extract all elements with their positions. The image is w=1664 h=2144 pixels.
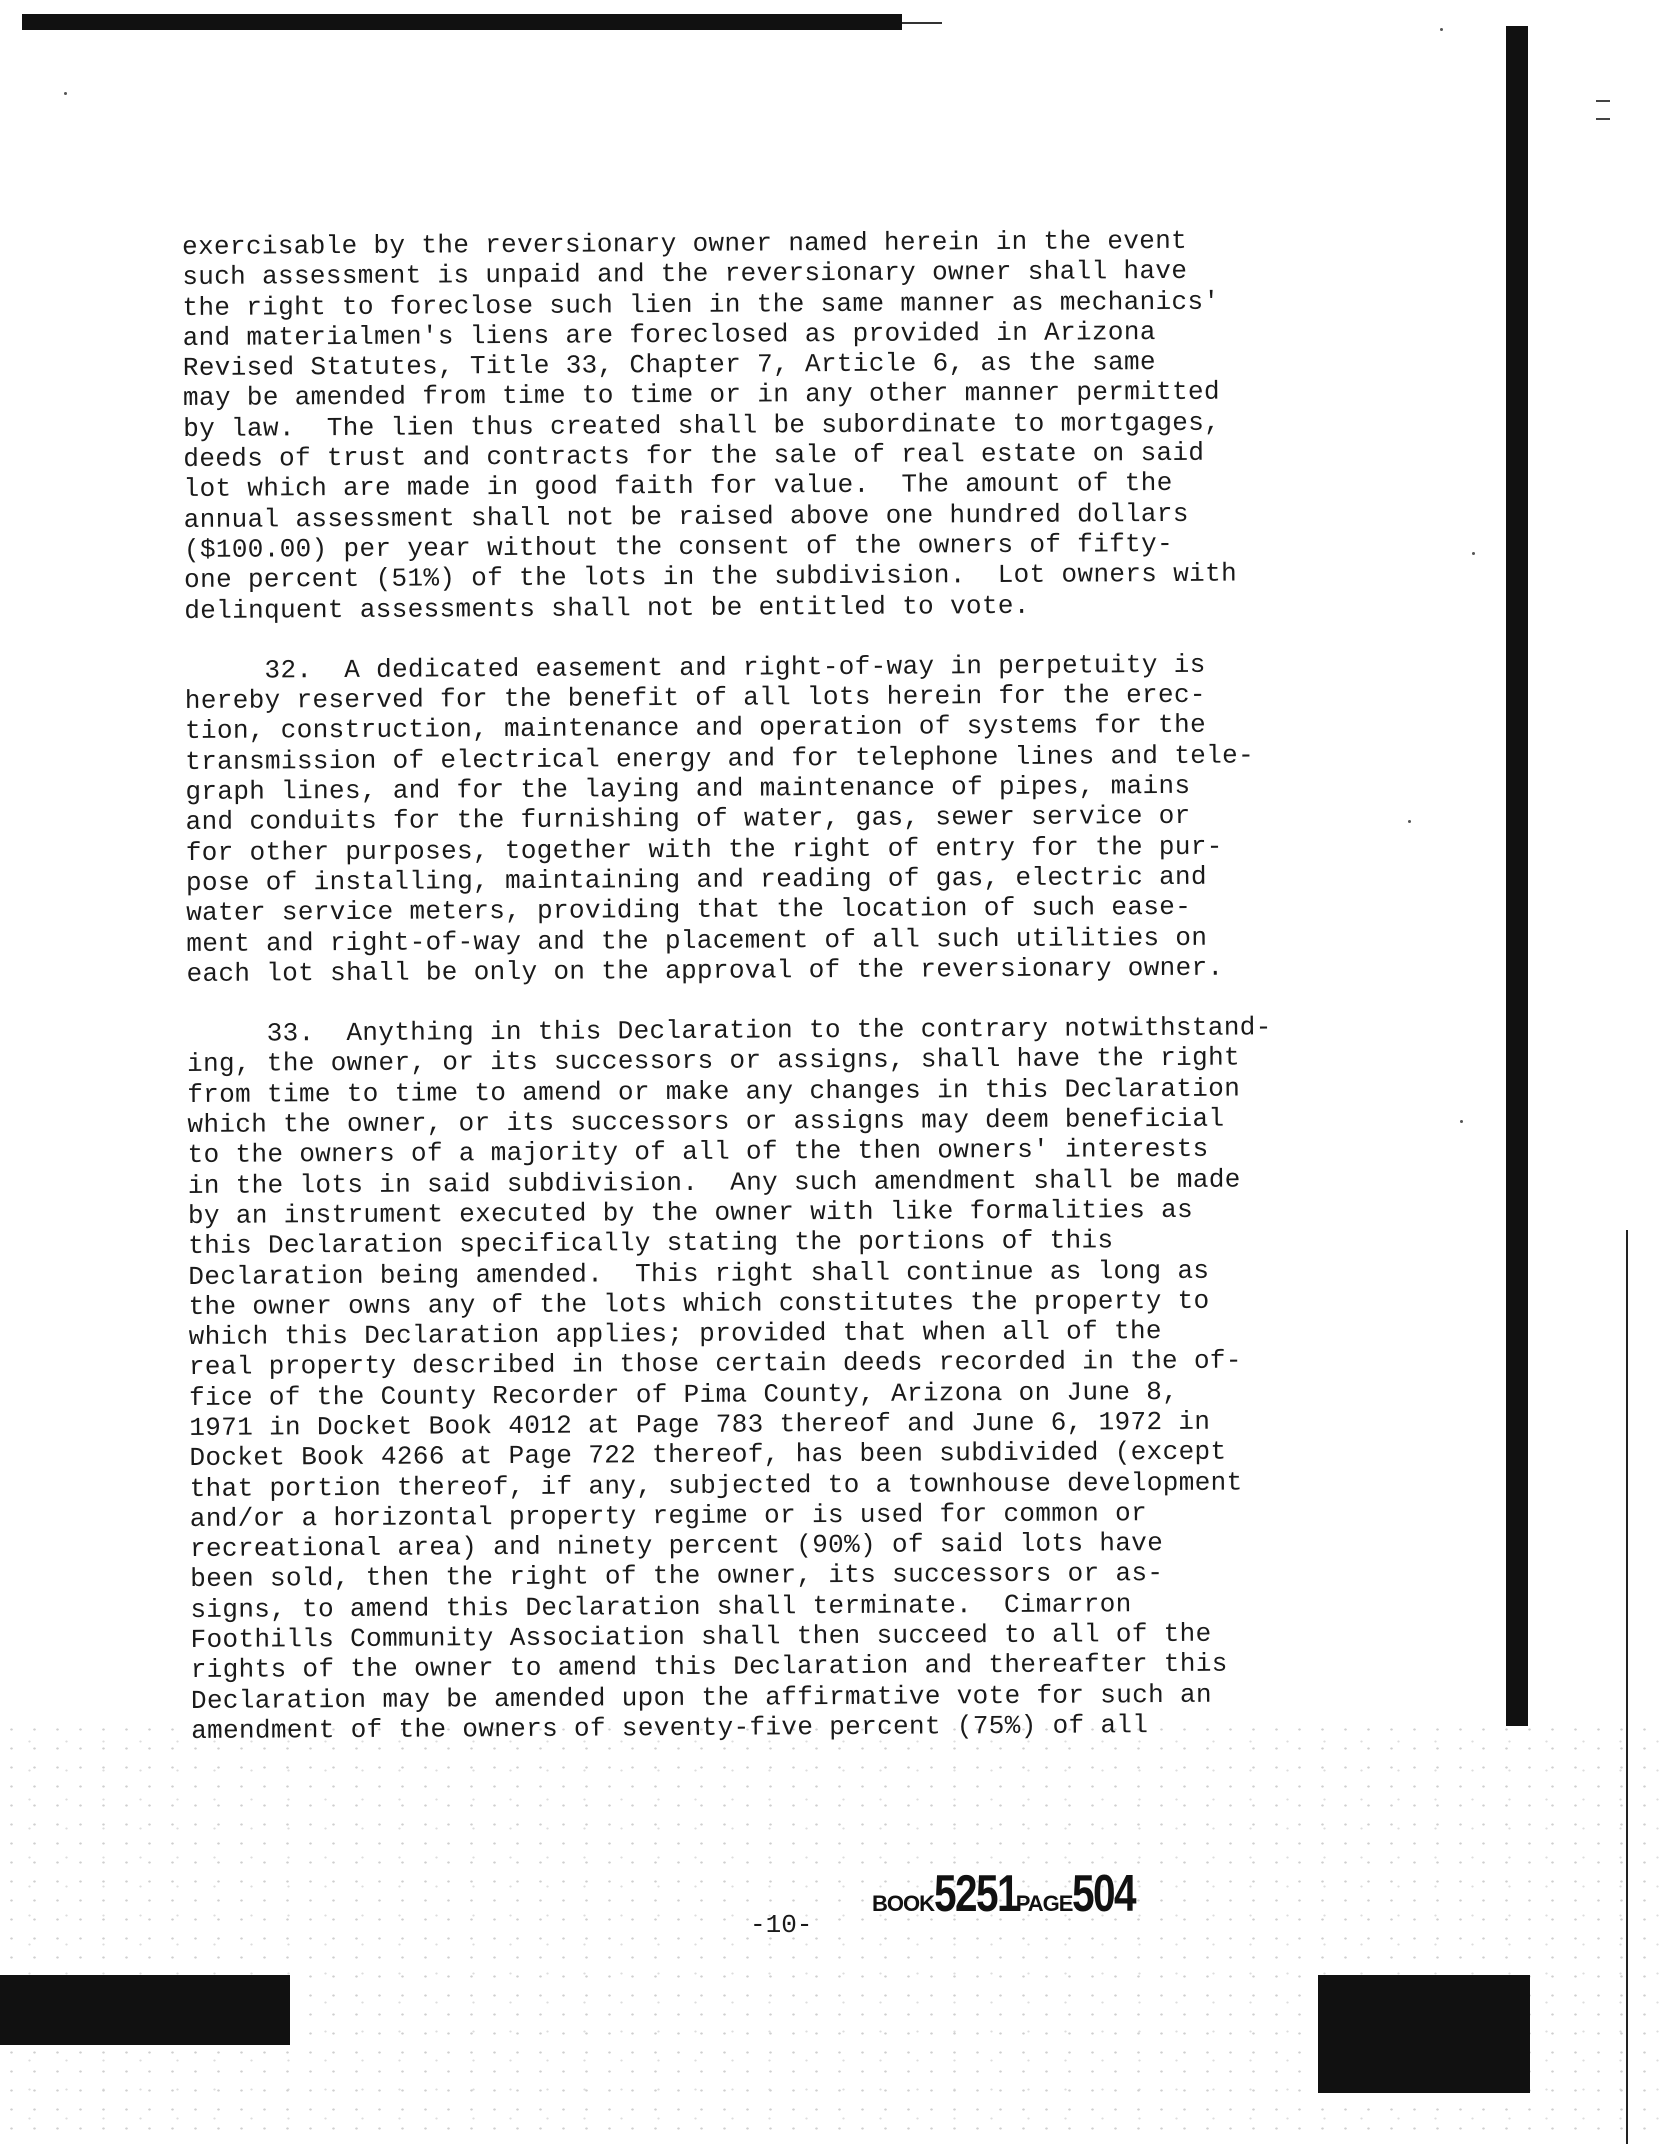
- text-line: signs, to amend this Declaration shall terminate. Cimarron: [190, 1588, 1132, 1625]
- text-line: and/or a horizontal property regime or is used for common or: [189, 1498, 1148, 1534]
- text-line: 32. A dedicated easement and right-of-way in perpetuity is: [184, 649, 1206, 686]
- paragraph-32: [185, 649, 1387, 990]
- document-body: [182, 225, 1391, 1747]
- text-line: Declaration being amended. This right shall continue as long as: [188, 1255, 1210, 1292]
- top-scan-rule-tail: [902, 22, 942, 24]
- scan-corner-right: [1318, 1975, 1530, 2093]
- right-scan-border: [1506, 26, 1528, 1726]
- text-line: ($100.00) per year without the consent of the owners of fifty-: [183, 528, 1174, 565]
- text-line: by an instrument executed by the owner with like formalities as: [187, 1194, 1194, 1231]
- text-line: hereby reserved for the benefit of all lots herein for the erec-: [184, 679, 1206, 717]
- text-line: ing, the owner, or its successors or assigns, shall have the right: [186, 1042, 1241, 1080]
- page-number-stamp: 504: [1072, 1865, 1136, 1923]
- text-line: the owner owns any of the lots which constitutes the property to: [188, 1285, 1210, 1322]
- text-line: transmission of electrical energy and for telephone lines and tele-: [185, 740, 1255, 777]
- scan-speck: [64, 92, 67, 95]
- text-line: exercisable by the reversionary owner named herein in the event: [182, 225, 1188, 262]
- book-label: BOOK: [872, 1891, 934, 1916]
- scan-speck: [1440, 28, 1443, 31]
- text-line: ment and right-of-way and the placement of all such utilities on: [186, 922, 1208, 959]
- text-line: real property described in those certain deeds recorded in the of-: [188, 1345, 1242, 1383]
- text-line: deeds of trust and contracts for the sale of real estate on said: [183, 437, 1205, 475]
- page-number: -10-: [750, 1910, 813, 1940]
- text-line: pose of installing, maintaining and reading of gas, electric and: [185, 861, 1208, 898]
- text-line: by law. The lien thus created shall be subordinate to mortgages,: [183, 407, 1221, 444]
- text-line: fice of the County Recorder of Pima County, Arizona on June 8,: [189, 1376, 1179, 1413]
- text-line: annual assessment shall not be raised above one hundred dollars: [183, 498, 1189, 535]
- edge-mark: [1596, 100, 1610, 102]
- text-line: Declaration may be amended upon the affirmative vote for such an: [190, 1679, 1213, 1716]
- text-line: this Declaration specifically stating the portions of this: [188, 1225, 1114, 1262]
- book-page-stamp: [872, 1864, 1153, 1924]
- book-number: 5251: [934, 1865, 1018, 1923]
- text-line: and materialmen's liens are foreclosed as provided in Arizona: [182, 316, 1156, 353]
- text-line: been sold, then the right of the owner, its successors or as-: [190, 1558, 1164, 1595]
- text-line: may be amended from time to time or in any other manner permitted: [182, 377, 1221, 414]
- scan-speck: [1460, 1120, 1463, 1123]
- text-line: which this Declaration applies; provided that when all of the: [188, 1316, 1162, 1353]
- text-line: 33. Anything in this Declaration to the contrary notwithstand-: [186, 1012, 1272, 1050]
- text-line: rights of the owner to amend this Declaration and thereafter this: [190, 1648, 1228, 1686]
- text-line: and conduits for the furnishing of water, gas, sewer service or: [185, 801, 1191, 838]
- text-line: for other purposes, together with the right of entry for the pur-: [185, 831, 1223, 868]
- scan-speck: [1408, 820, 1411, 823]
- text-line: the right to foreclose such lien in the same manner as mechanics': [182, 286, 1220, 323]
- text-line: Foothills Community Association shall then succeed to all of the: [190, 1618, 1212, 1656]
- scan-corner-left: [0, 1975, 290, 2045]
- top-scan-rule: [22, 14, 902, 30]
- text-line: to the owners of a majority of all of the then owners' interests: [187, 1134, 1209, 1171]
- text-line: delinquent assessments shall not be entitled to vote.: [184, 590, 1030, 626]
- text-line: such assessment is unpaid and the reversionary owner shall have: [182, 256, 1188, 293]
- text-line: water service meters, providing that the location of such ease-: [186, 892, 1192, 929]
- page-label: PAGE: [1015, 1891, 1073, 1916]
- text-line: each lot shall be only on the approval of the reversionary owner.: [186, 952, 1224, 989]
- text-line: from time to time to amend or make any changes in this Declaration: [187, 1073, 1241, 1110]
- text-line: in the lots in said subdivision. Any such amendment shall be made: [187, 1164, 1241, 1201]
- edge-mark: [1596, 118, 1610, 120]
- text-line: amendment of the owners of seventy-five percent (75%) of all: [191, 1710, 1149, 1746]
- text-line: one percent (51%) of the lots in the subdivision. Lot owners with: [184, 558, 1238, 596]
- text-line: tion, construction, maintenance and operation of systems for the: [184, 710, 1207, 747]
- text-line: graph lines, and for the laying and maintenance of pipes, mains: [185, 770, 1191, 808]
- scan-speck: [1472, 552, 1475, 555]
- text-line: which the owner, or its successors or assigns may deem beneficial: [187, 1103, 1225, 1140]
- text-line: that portion thereof, if any, subjected to a townhouse development: [189, 1467, 1243, 1504]
- text-line: Docket Book 4266 at Page 722 thereof, has been subdivided (except: [189, 1436, 1227, 1474]
- paragraph-33: [187, 1012, 1391, 1746]
- text-line: Revised Statutes, Title 33, Chapter 7, Article 6, as the same: [182, 347, 1157, 384]
- text-line: recreational area) and ninety percent (90%) of said lots have: [189, 1528, 1164, 1565]
- paragraph-continued: [182, 225, 1384, 626]
- text-line: lot which are made in good faith for value. The amount of the: [183, 468, 1173, 505]
- text-line: 1971 in Docket Book 4012 at Page 783 thereof and June 6, 1972 in: [189, 1406, 1211, 1443]
